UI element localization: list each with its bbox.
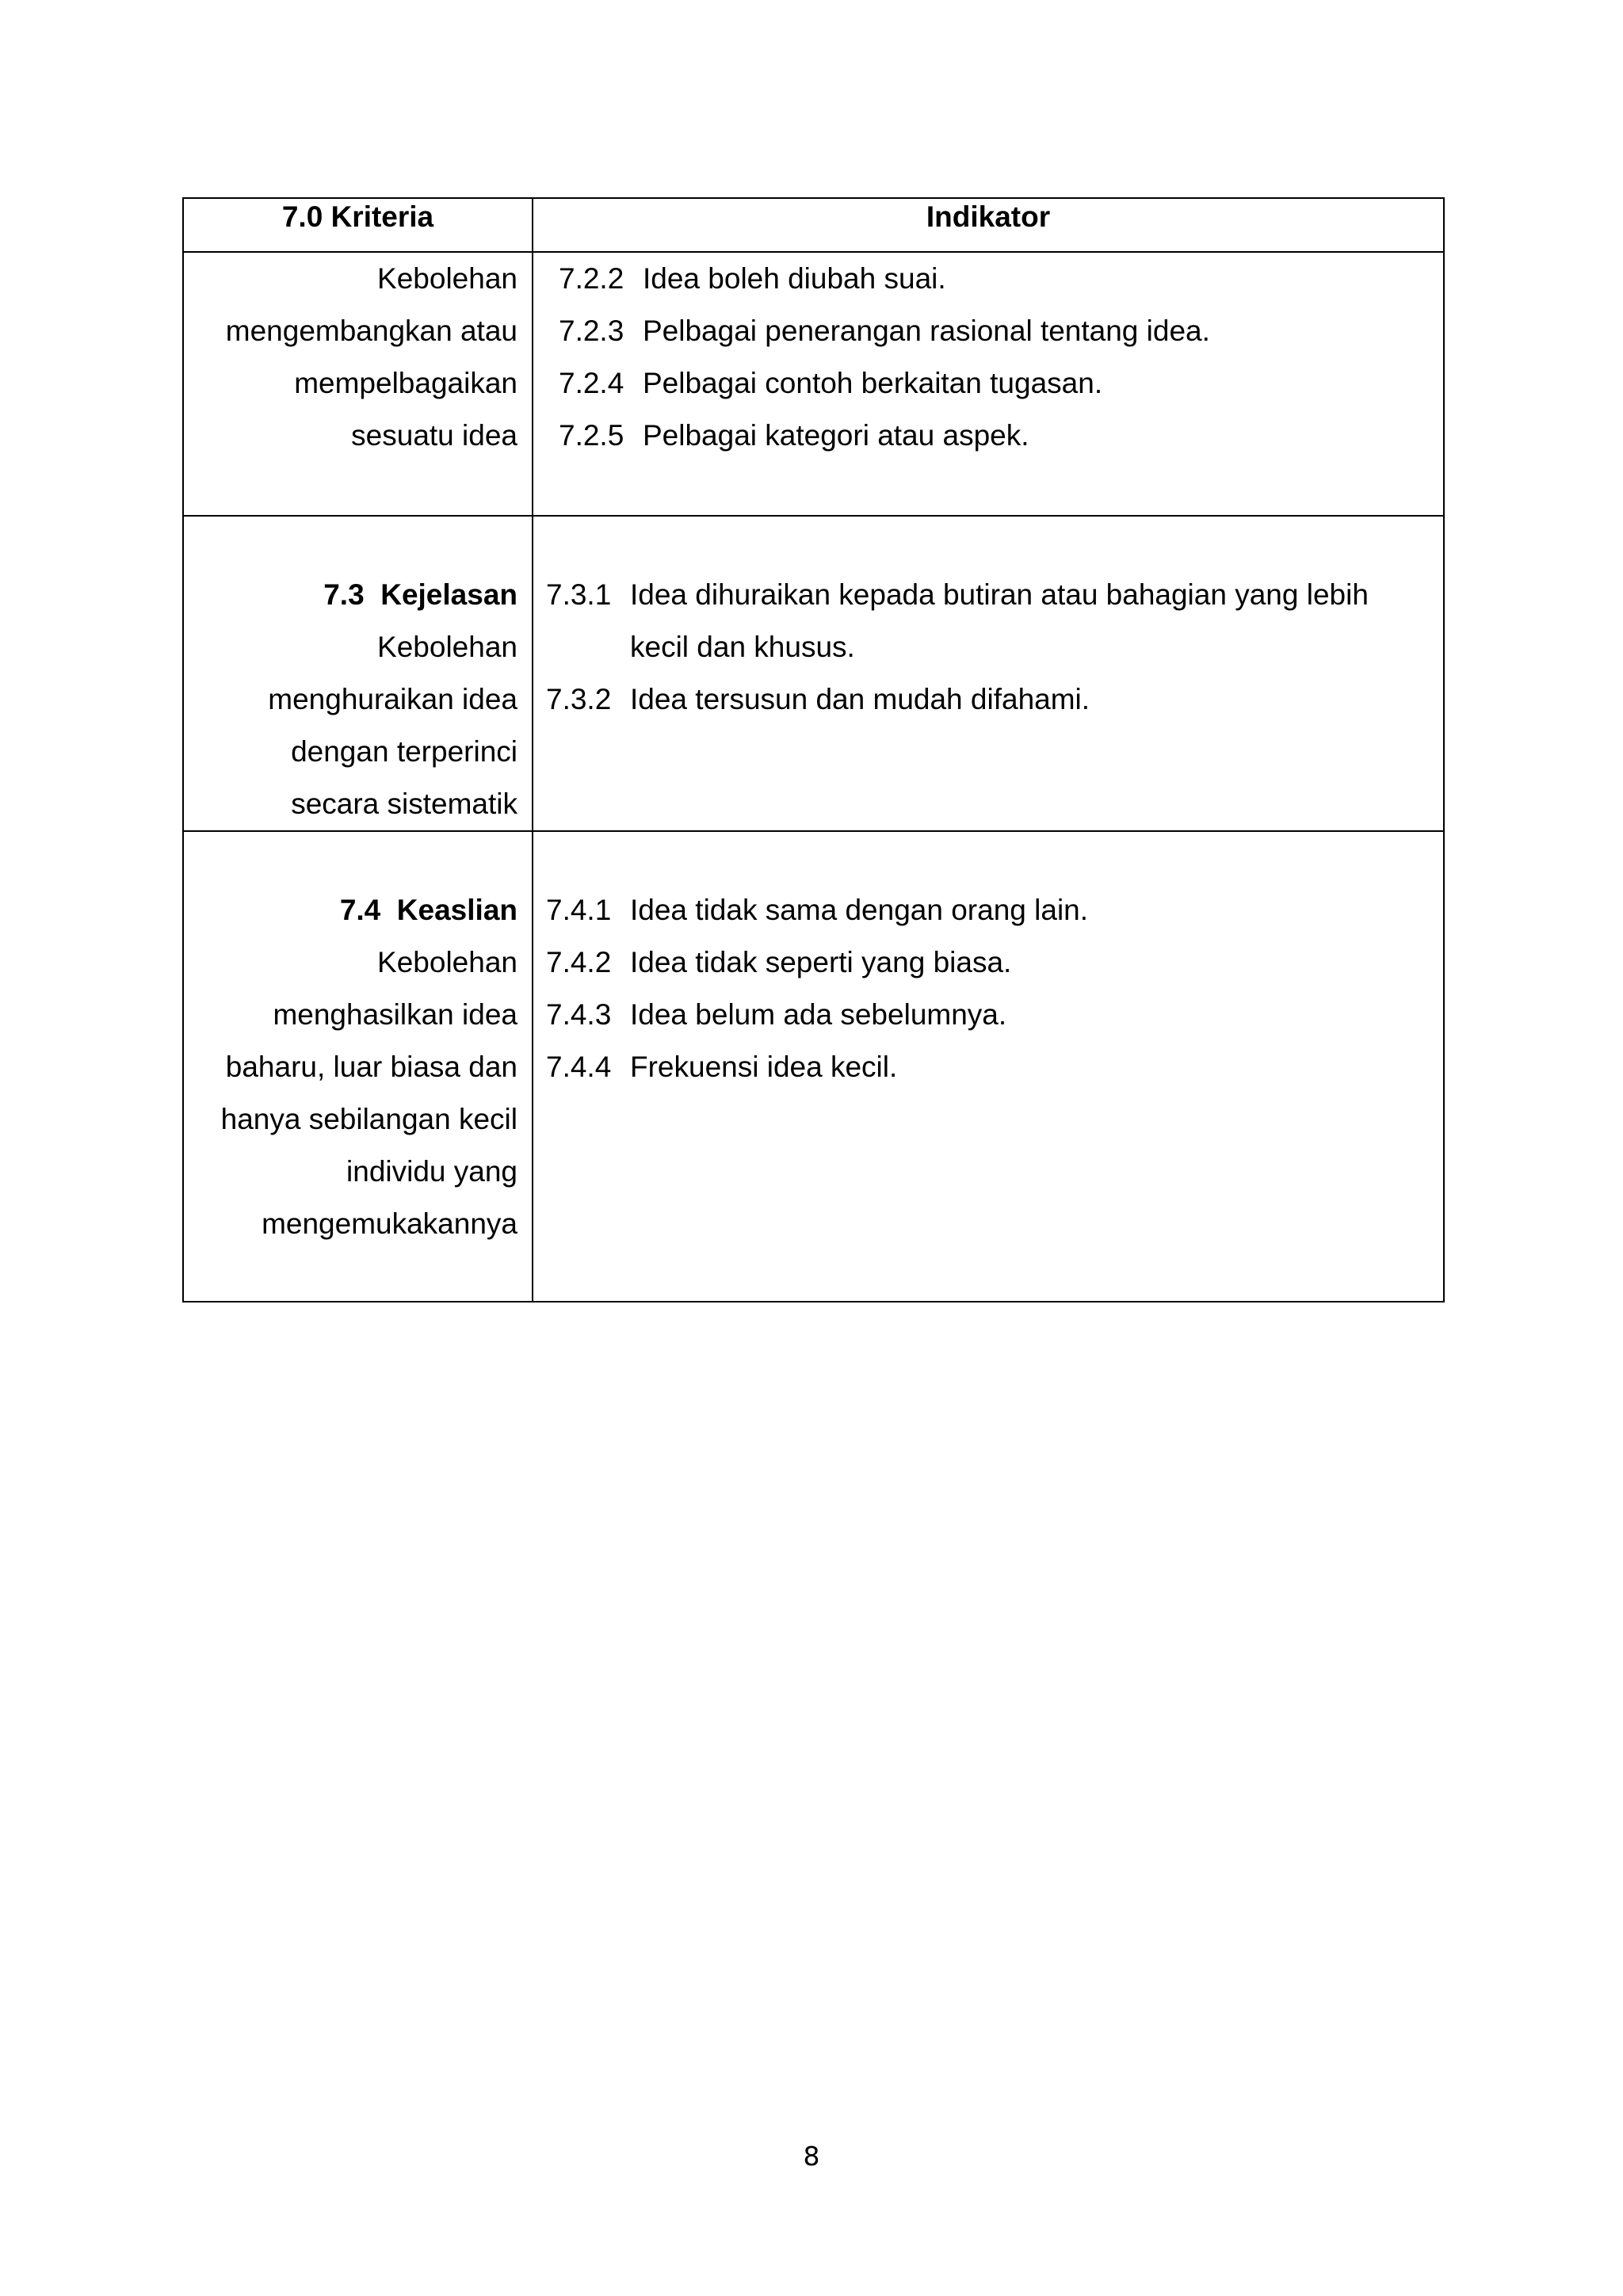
indicator-number: 7.2.5 xyxy=(559,419,624,452)
indicator-number: 7.4.4 xyxy=(546,1051,612,1083)
indicator-number: 7.4.1 xyxy=(546,894,612,926)
page-number: 8 xyxy=(803,2141,820,2172)
indicator-text: Idea dihuraikan kepada butiran atau bahagian yang lebih kecil dan khusus. xyxy=(630,578,1369,663)
criteria-line: menghuraikan idea xyxy=(268,683,517,715)
indicator-number: 7.2.4 xyxy=(559,367,624,399)
indicator-text: Idea tersusun dan mudah difahami. xyxy=(630,683,1090,715)
indicator-text: Idea tidak sama dengan orang lain. xyxy=(630,894,1089,926)
cell-spacer xyxy=(546,517,1443,569)
indicator-cell xyxy=(533,516,1444,831)
criteria-column-header: 7.0 Kriteria xyxy=(183,198,533,252)
criteria-cell xyxy=(183,831,533,1302)
cell-spacer xyxy=(184,832,517,884)
indicator-item xyxy=(559,357,1443,410)
indicator-cell xyxy=(533,252,1444,516)
criteria-line: mempelbagaikan xyxy=(294,367,517,399)
criteria-cell xyxy=(183,516,533,831)
criteria-line: baharu, luar biasa dan xyxy=(225,1051,517,1083)
indicator-number: 7.3.1 xyxy=(546,578,612,611)
criteria-line: menghasilkan idea xyxy=(273,998,517,1031)
criteria-cell xyxy=(183,252,533,516)
indicator-column-header: Indikator xyxy=(533,198,1444,252)
indicator-text: Idea tidak seperti yang biasa. xyxy=(630,946,1012,978)
criteria-title: 7.4 Keaslian xyxy=(339,894,517,926)
indicator-text: Idea belum ada sebelumnya. xyxy=(630,998,1007,1031)
indicator-text: Pelbagai contoh berkaitan tugasan. xyxy=(643,367,1103,399)
indicator-item xyxy=(546,569,1443,673)
criteria-line: individu yang xyxy=(346,1155,517,1188)
indicator-item xyxy=(546,1041,1443,1093)
indicator-text: Idea boleh diubah suai. xyxy=(643,262,946,295)
cell-spacer xyxy=(546,832,1443,884)
criteria-title: 7.3 Kejelasan xyxy=(323,578,517,611)
indicator-item xyxy=(559,305,1443,357)
indicator-cell xyxy=(533,831,1444,1302)
cell-spacer xyxy=(184,517,517,569)
criteria-line: Kebolehan xyxy=(377,946,517,978)
criteria-indicator-table xyxy=(182,197,1445,1302)
criteria-line: secara sistematik xyxy=(291,788,517,820)
indicator-number: 7.2.3 xyxy=(559,315,624,347)
indicator-item xyxy=(546,936,1443,989)
indicator-item xyxy=(559,410,1443,462)
criteria-line: mengemukakannya xyxy=(262,1207,517,1240)
indicator-number: 7.3.2 xyxy=(546,683,612,715)
indicator-item xyxy=(546,989,1443,1041)
table-row xyxy=(183,252,1444,516)
criteria-line: Kebolehan xyxy=(377,262,517,295)
indicator-item xyxy=(546,884,1443,936)
indicator-text: Pelbagai kategori atau aspek. xyxy=(643,419,1029,452)
criteria-line: mengembangkan atau xyxy=(225,315,517,347)
criteria-line: dengan terperinci xyxy=(291,735,517,768)
indicator-text: Pelbagai penerangan rasional tentang idea. xyxy=(643,315,1210,347)
table-row xyxy=(183,831,1444,1302)
criteria-line: sesuatu idea xyxy=(351,419,517,452)
criteria-line: hanya sebilangan kecil xyxy=(220,1103,517,1135)
indicator-item xyxy=(546,673,1443,726)
indicator-number: 7.4.2 xyxy=(546,946,612,978)
indicator-text: Frekuensi idea kecil. xyxy=(630,1051,898,1083)
criteria-line: Kebolehan xyxy=(377,631,517,663)
table-header-row xyxy=(183,198,1444,252)
indicator-item xyxy=(559,253,1443,305)
table-row xyxy=(183,516,1444,831)
indicator-number: 7.2.2 xyxy=(559,262,624,295)
indicator-number: 7.4.3 xyxy=(546,998,612,1031)
